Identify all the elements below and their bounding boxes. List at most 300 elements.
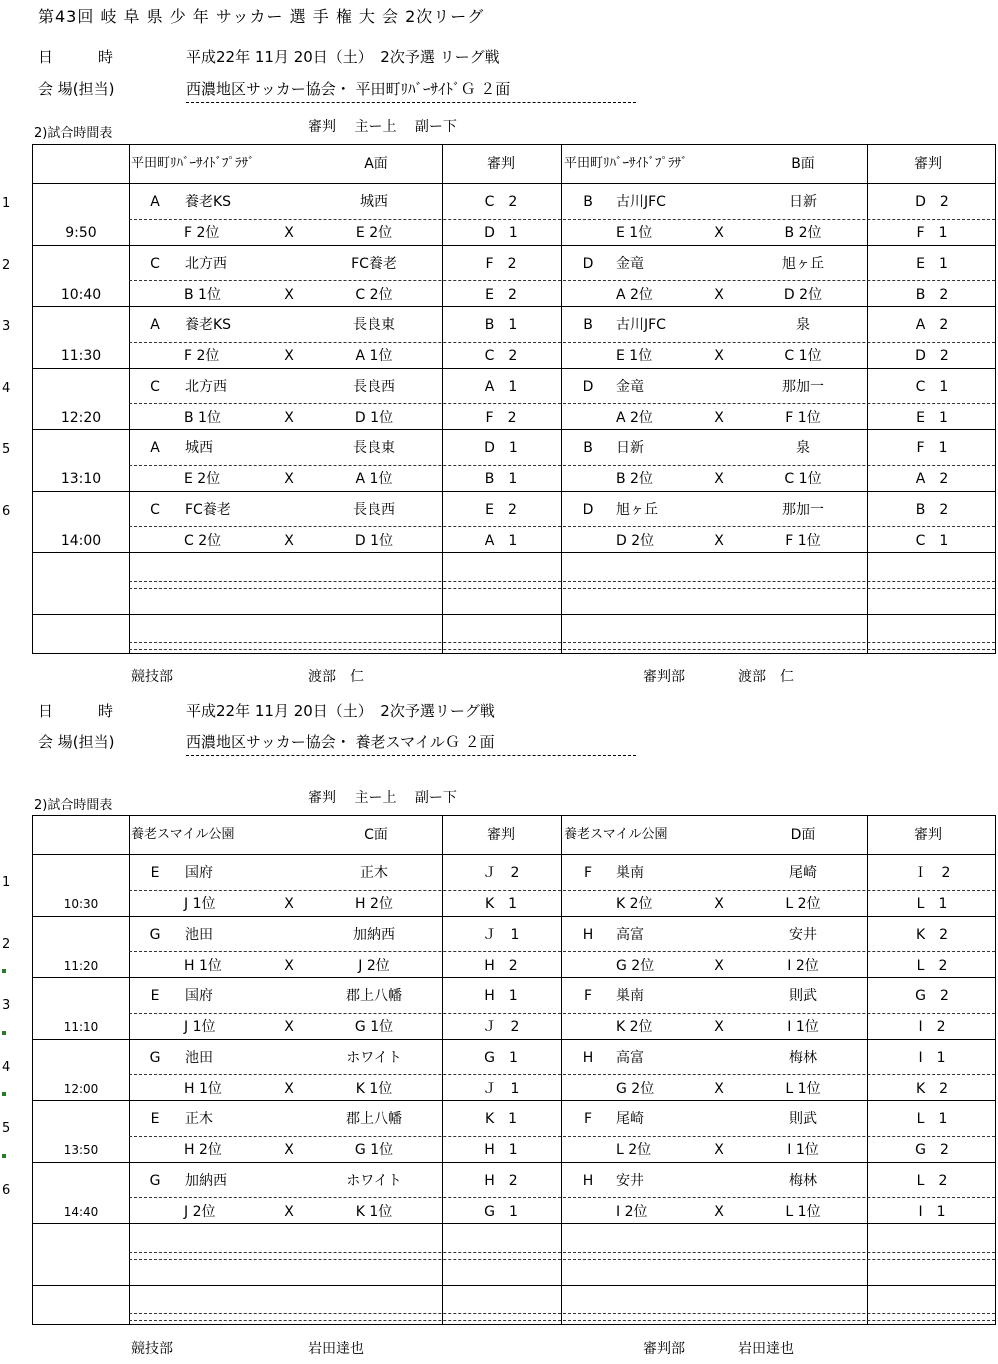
- seed-a1: E 2位: [184, 471, 221, 487]
- ref-b1: A 2: [915, 317, 949, 333]
- ref-a1: B 1: [484, 317, 518, 333]
- seed-b2: L 2位: [785, 896, 821, 912]
- vs-b: X: [714, 1203, 724, 1220]
- row-dashed-divider: [129, 1074, 995, 1075]
- row-divider: [33, 429, 995, 430]
- team-b2: 旭ヶ丘: [782, 255, 824, 272]
- row-dashed-divider: [129, 1320, 995, 1321]
- seed-a1: B 1位: [184, 409, 221, 426]
- column-divider: [442, 816, 443, 1324]
- time: 13:10: [60, 471, 102, 487]
- row-dashed-divider: [129, 642, 995, 643]
- vs-b: X: [714, 409, 724, 426]
- row-dashed-divider: [129, 1197, 995, 1198]
- dept1-label: 競技部: [131, 669, 173, 685]
- match-number: 6: [2, 1182, 11, 1198]
- team-b1: 尾崎: [616, 1111, 644, 1127]
- ref-a1: Ｊ 1: [482, 926, 520, 943]
- venue-b-header: 養老スマイル公園: [564, 827, 668, 842]
- team-a1: 養老KS: [185, 317, 232, 333]
- match-number: 2: [2, 936, 11, 952]
- row-divider: [33, 1100, 995, 1101]
- team-b2: 泉: [796, 440, 810, 456]
- column-divider: [561, 145, 562, 653]
- ref-a2: H 2: [484, 957, 518, 974]
- referee-note: 審判 主ー上 副ー下: [308, 119, 457, 135]
- time: 12:00: [63, 1081, 99, 1096]
- seed-a1: J 1位: [184, 1019, 216, 1035]
- group-a: E: [150, 988, 160, 1004]
- schedule-table: [32, 815, 996, 1325]
- row-dashed-divider: [129, 588, 995, 589]
- ref-b2: I 1: [918, 1203, 946, 1220]
- vs-a: X: [284, 532, 294, 549]
- ref-a2: E 2: [485, 286, 517, 303]
- field-a-header: A面: [364, 156, 388, 172]
- row-divider: [33, 368, 995, 369]
- ref-a2: A 1: [484, 532, 518, 549]
- column-divider: [129, 145, 130, 653]
- match-number: 3: [2, 998, 11, 1013]
- seed-a2: K 1位: [355, 1203, 393, 1220]
- ref-a2: C 2: [484, 348, 518, 364]
- group-a: E: [150, 865, 160, 881]
- cell-marker: [2, 1154, 6, 1158]
- team-a2: 城西: [360, 194, 388, 210]
- match-number: 6: [2, 503, 11, 519]
- date-label: 日 時: [38, 48, 114, 66]
- row-dashed-divider: [129, 342, 995, 343]
- group-a: C: [150, 501, 160, 518]
- time: 14:40: [63, 1204, 99, 1219]
- seed-b1: K 2位: [616, 1019, 653, 1035]
- venue-a-header: 養老スマイル公園: [131, 827, 235, 842]
- ref-b1: I 1: [918, 1049, 946, 1066]
- team-a2: 加納西: [353, 926, 395, 943]
- ref-b2: K 2: [915, 1080, 949, 1097]
- ref-a-header: 審判: [487, 156, 515, 172]
- group-b: B: [583, 440, 593, 456]
- team-a1: 城西: [185, 440, 213, 456]
- group-b: B: [583, 194, 593, 210]
- date-value: 平成22年 11月 20日（土） 2次予選リーグ戦: [186, 702, 495, 720]
- dept1-label: 競技部: [131, 1341, 173, 1357]
- time: 9:50: [65, 225, 97, 241]
- team-b2: 日新: [789, 194, 817, 210]
- ref-b2: A 2: [915, 471, 949, 487]
- seed-b2: F 1位: [785, 409, 821, 426]
- group-b: H: [582, 1172, 594, 1189]
- cell-marker: [2, 969, 6, 973]
- ref-a2: H 1: [484, 1142, 518, 1158]
- venue-label: 会 場(担当): [38, 733, 115, 751]
- ref-b1: K 2: [915, 926, 949, 943]
- column-divider: [442, 145, 443, 653]
- row-divider: [33, 1162, 995, 1163]
- group-a: A: [150, 440, 160, 456]
- seed-a1: H 2位: [184, 1142, 222, 1158]
- vs-a: X: [284, 957, 294, 974]
- team-b2: 那加一: [782, 501, 824, 518]
- team-a1: 池田: [185, 1049, 213, 1066]
- group-a: G: [149, 1172, 161, 1189]
- row-divider: [33, 1223, 995, 1224]
- row-dashed-divider: [129, 649, 995, 650]
- ref-b1: L 2: [916, 1172, 948, 1189]
- dept2-label: 審判部: [643, 1341, 685, 1357]
- team-b2: 泉: [796, 317, 810, 333]
- row-dashed-divider: [129, 581, 995, 582]
- time: 11:20: [63, 958, 99, 973]
- seed-b1: A 2位: [616, 409, 653, 426]
- team-a1: 北方西: [185, 378, 227, 395]
- date-label: 日 時: [38, 702, 114, 720]
- ref-a2: K 1: [484, 896, 518, 912]
- ref-b2: F 1: [916, 225, 948, 241]
- match-number: 4: [2, 380, 11, 396]
- group-b: B: [583, 317, 593, 333]
- dept1-name: 岩田達也: [308, 1341, 364, 1357]
- vs-a: X: [284, 286, 294, 303]
- row-dashed-divider: [129, 219, 995, 220]
- ref-a2: G 1: [484, 1203, 518, 1220]
- field-b-header: D面: [790, 827, 816, 843]
- ref-a-header: 審判: [487, 827, 515, 843]
- team-a2: 郡上八幡: [346, 988, 402, 1004]
- vs-a: X: [284, 1203, 294, 1220]
- dept2-label: 審判部: [643, 669, 685, 685]
- venue-underline: [186, 755, 636, 756]
- vs-a: X: [284, 1019, 294, 1035]
- row-divider: [33, 916, 995, 917]
- venue-value: 西濃地区サッカー協会・ 平田町ﾘﾊﾞｰｻｲﾄﾞＧ ２面: [186, 80, 511, 98]
- row-dashed-divider: [129, 890, 995, 891]
- group-b: D: [582, 255, 594, 272]
- group-a: E: [150, 1111, 160, 1127]
- ref-b1: C 1: [915, 378, 949, 395]
- ref-b2: G 2: [915, 1142, 949, 1158]
- seed-b2: D 2位: [783, 286, 823, 303]
- cell-marker: [2, 1031, 6, 1035]
- row-dashed-divider: [129, 1252, 995, 1253]
- team-b2: 那加一: [782, 378, 824, 395]
- team-a1: 池田: [185, 926, 213, 943]
- venue-label: 会 場(担当): [38, 80, 115, 98]
- seed-b1: E 1位: [616, 225, 653, 241]
- dept2-name: 岩田達也: [738, 1341, 794, 1357]
- match-number: 3: [2, 319, 11, 334]
- vs-a: X: [284, 409, 294, 426]
- seed-a2: E 2位: [355, 225, 393, 241]
- venue-underline: [186, 102, 636, 103]
- ref-a1: Ｊ 2: [482, 865, 520, 881]
- team-a1: 国府: [185, 988, 213, 1004]
- group-b: F: [583, 1111, 593, 1127]
- cell-marker: [2, 1092, 6, 1096]
- referee-note: 審判 主ー上 副ー下: [308, 790, 457, 806]
- team-b1: 高富: [616, 926, 644, 943]
- seed-a2: J 2位: [358, 957, 390, 974]
- team-b1: 巣南: [616, 988, 644, 1004]
- team-b2: 梅林: [789, 1049, 817, 1066]
- seed-b2: F 1位: [785, 532, 821, 549]
- team-a2: ホワイト: [346, 1049, 402, 1066]
- team-b1: 巣南: [616, 865, 644, 881]
- header-divider: [33, 183, 995, 184]
- column-divider: [867, 145, 868, 653]
- seed-b1: L 2位: [616, 1142, 652, 1158]
- time: 13:50: [63, 1143, 99, 1157]
- team-b1: 安井: [616, 1172, 644, 1189]
- ref-b1: F 1: [916, 440, 948, 456]
- ref-a2: Ｊ 2: [482, 1019, 520, 1035]
- team-a2: ホワイト: [346, 1172, 402, 1189]
- page-title: 第43回 岐 阜 県 少 年 サッカー 選 手 権 大 会 2次リーグ: [38, 7, 485, 26]
- ref-b-header: 審判: [914, 827, 942, 843]
- vs-a: X: [284, 1080, 294, 1097]
- ref-b1: L 1: [916, 1111, 948, 1127]
- ref-b1: Ｉ 2: [913, 865, 951, 881]
- row-dashed-divider: [129, 526, 995, 527]
- vs-a: X: [284, 896, 294, 912]
- row-dashed-divider: [129, 280, 995, 281]
- group-a: A: [150, 317, 160, 333]
- column-divider: [867, 816, 868, 1324]
- team-a1: 北方西: [185, 255, 227, 272]
- match-number: 2: [2, 257, 11, 273]
- match-number: 5: [2, 1121, 11, 1136]
- team-b2: 梅林: [789, 1172, 817, 1189]
- venue-b-header: 平田町ﾘﾊﾞｰｻｲﾄﾞﾌﾟﾗｻﾞ: [564, 156, 688, 171]
- time: 11:10: [63, 1020, 99, 1034]
- team-a2: 長良西: [353, 378, 395, 395]
- group-a: C: [150, 255, 160, 272]
- seed-a2: G 1位: [354, 1142, 394, 1158]
- vs-a: X: [284, 471, 294, 487]
- team-a2: 正木: [360, 865, 388, 881]
- seed-b1: D 2位: [616, 532, 655, 549]
- ref-a1: H 2: [484, 1172, 518, 1189]
- schedule-table: [32, 144, 996, 654]
- seed-a1: J 1位: [184, 896, 216, 912]
- seed-a1: F 2位: [184, 348, 220, 364]
- row-dashed-divider: [129, 465, 995, 466]
- team-b2: 安井: [789, 926, 817, 943]
- time: 12:20: [60, 409, 102, 426]
- ref-a1: E 2: [485, 501, 517, 518]
- ref-a2: B 1: [484, 471, 518, 487]
- seed-a2: D 1位: [354, 532, 394, 549]
- seed-b1: K 2位: [616, 896, 653, 912]
- ref-a2: D 1: [484, 225, 518, 241]
- match-number: 1: [2, 196, 11, 211]
- seed-b1: B 2位: [616, 471, 653, 487]
- ref-b2: D 2: [915, 348, 949, 364]
- seed-b2: I 1位: [787, 1142, 819, 1158]
- row-dashed-divider: [129, 1013, 995, 1014]
- group-b: F: [583, 865, 593, 881]
- team-b2: 則武: [789, 1111, 817, 1127]
- vs-b: X: [714, 286, 724, 303]
- ref-b1: D 2: [915, 194, 949, 210]
- ref-a2: Ｊ 1: [482, 1080, 520, 1097]
- seed-b1: G 2位: [616, 957, 655, 974]
- time: 10:40: [60, 286, 102, 303]
- seed-a1: J 2位: [184, 1203, 216, 1220]
- seed-b2: L 1位: [785, 1080, 821, 1097]
- team-a1: 養老KS: [185, 194, 232, 210]
- dept1-name: 渡部 仁: [308, 669, 364, 685]
- seed-a2: D 1位: [354, 409, 394, 426]
- seed-b1: E 1位: [616, 348, 653, 364]
- team-a1: 国府: [185, 865, 213, 881]
- seed-a2: C 2位: [355, 286, 393, 303]
- match-number: 1: [2, 875, 11, 890]
- team-a2: FC養老: [351, 255, 397, 272]
- header-divider: [33, 854, 995, 855]
- ref-b2: E 1: [916, 409, 948, 426]
- team-b1: 金竜: [616, 378, 644, 395]
- vs-b: X: [714, 1019, 724, 1035]
- vs-b: X: [714, 471, 724, 487]
- time: 11:30: [60, 348, 102, 364]
- team-b1: 古川JFC: [616, 194, 666, 210]
- group-a: G: [149, 1049, 161, 1066]
- row-divider: [33, 1039, 995, 1040]
- seed-b1: I 2位: [616, 1203, 648, 1220]
- section-label: 2)試合時間表: [34, 798, 113, 813]
- vs-b: X: [714, 532, 724, 549]
- row-divider: [33, 245, 995, 246]
- ref-a1: A 1: [484, 378, 518, 395]
- field-b-header: B面: [791, 156, 815, 172]
- vs-b: X: [714, 348, 724, 364]
- ref-b-header: 審判: [914, 156, 942, 172]
- time: 10:30: [63, 897, 99, 911]
- vs-a: X: [284, 225, 294, 241]
- row-dashed-divider: [129, 403, 995, 404]
- ref-b2: L 2: [916, 957, 948, 974]
- column-divider: [129, 816, 130, 1324]
- team-b2: 尾崎: [789, 865, 817, 881]
- team-b1: 旭ヶ丘: [616, 501, 658, 518]
- ref-a1: K 1: [484, 1111, 518, 1127]
- team-a2: 郡上八幡: [346, 1111, 402, 1127]
- venue-value: 西濃地区サッカー協会・ 養老スマイルＧ ２面: [186, 733, 495, 751]
- time: 14:00: [60, 532, 102, 549]
- team-a2: 長良東: [353, 440, 395, 456]
- group-a: C: [150, 378, 160, 395]
- seed-a1: F 2位: [184, 225, 220, 241]
- ref-a1: F 2: [485, 255, 517, 272]
- vs-b: X: [714, 896, 724, 912]
- row-divider: [33, 1285, 995, 1286]
- team-a2: 長良東: [353, 317, 395, 333]
- group-a: A: [150, 194, 160, 210]
- ref-b1: G 2: [915, 988, 949, 1004]
- ref-a1: D 1: [484, 440, 518, 456]
- seed-a2: G 1位: [354, 1019, 394, 1035]
- date-value: 平成22年 11月 20日（土） 2次予選 リーグ戦: [186, 48, 500, 66]
- seed-b2: I 1位: [787, 1019, 819, 1035]
- ref-b2: I 2: [918, 1019, 946, 1035]
- seed-b2: L 1位: [785, 1203, 821, 1220]
- ref-b2: B 2: [915, 286, 949, 303]
- column-divider: [561, 816, 562, 1324]
- match-number: 5: [2, 442, 11, 457]
- vs-b: X: [714, 1142, 724, 1158]
- venue-a-header: 平田町ﾘﾊﾞｰｻｲﾄﾞﾌﾟﾗｻﾞ: [131, 156, 255, 171]
- section-label: 2)試合時間表: [34, 126, 113, 141]
- vs-b: X: [714, 225, 724, 241]
- seed-a1: H 1位: [184, 957, 222, 974]
- ref-a1: C 2: [484, 194, 518, 210]
- vs-b: X: [714, 957, 724, 974]
- group-b: H: [582, 1049, 594, 1066]
- team-a2: 長良西: [353, 501, 395, 518]
- team-a1: 加納西: [185, 1172, 227, 1189]
- ref-b2: C 1: [915, 532, 949, 549]
- group-b: D: [582, 378, 594, 395]
- seed-a1: C 2位: [184, 532, 222, 549]
- row-dashed-divider: [129, 1136, 995, 1137]
- field-a-header: C面: [364, 827, 388, 843]
- ref-a1: G 1: [484, 1049, 518, 1066]
- vs-b: X: [714, 1080, 724, 1097]
- seed-a1: B 1位: [184, 286, 221, 303]
- vs-a: X: [284, 348, 294, 364]
- seed-a2: K 1位: [355, 1080, 393, 1097]
- team-b1: 古川JFC: [616, 317, 666, 333]
- seed-b1: A 2位: [616, 286, 653, 303]
- ref-b2: L 1: [916, 896, 948, 912]
- team-b2: 則武: [789, 988, 817, 1004]
- seed-b2: I 2位: [787, 957, 819, 974]
- row-divider: [33, 552, 995, 553]
- seed-a2: H 2位: [355, 896, 393, 912]
- team-a1: FC養老: [185, 501, 231, 518]
- group-b: H: [582, 926, 594, 943]
- team-a1: 正木: [185, 1111, 213, 1127]
- ref-b1: E 1: [916, 255, 948, 272]
- team-b1: 高富: [616, 1049, 644, 1066]
- seed-a2: A 1位: [355, 348, 393, 364]
- seed-b2: C 1位: [784, 471, 822, 487]
- row-dashed-divider: [129, 1259, 995, 1260]
- row-dashed-divider: [129, 951, 995, 952]
- seed-b1: G 2位: [616, 1080, 655, 1097]
- ref-a1: H 1: [484, 988, 518, 1004]
- team-b1: 金竜: [616, 255, 644, 272]
- match-number: 4: [2, 1059, 11, 1075]
- ref-b1: B 2: [915, 501, 949, 518]
- group-a: G: [149, 926, 161, 943]
- team-b1: 日新: [616, 440, 644, 456]
- row-divider: [33, 977, 995, 978]
- seed-b2: B 2位: [784, 225, 822, 241]
- dept2-name: 渡部 仁: [738, 669, 794, 685]
- row-dashed-divider: [129, 1313, 995, 1314]
- group-b: D: [582, 501, 594, 518]
- seed-a2: A 1位: [355, 471, 393, 487]
- seed-a1: H 1位: [184, 1080, 222, 1097]
- seed-b2: C 1位: [784, 348, 822, 364]
- row-divider: [33, 306, 995, 307]
- row-divider: [33, 491, 995, 492]
- ref-a2: F 2: [485, 409, 517, 426]
- row-divider: [33, 614, 995, 615]
- group-b: F: [583, 988, 593, 1004]
